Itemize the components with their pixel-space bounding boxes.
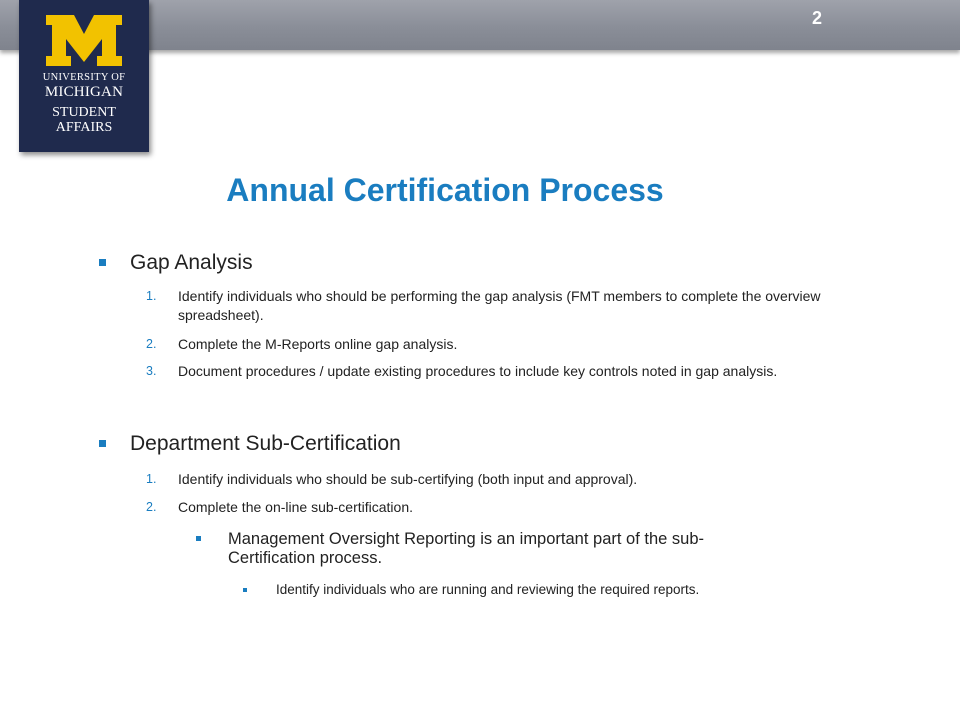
- section-bullet: [99, 259, 106, 266]
- university-logo: [19, 0, 149, 152]
- list-number: 1.: [146, 472, 157, 486]
- logo-line-university: UNIVERSITY OF: [42, 72, 126, 83]
- sub-sub-bullet-text: Identify individuals who are running and reviewing the required reports.: [276, 582, 700, 597]
- logo-line-affairs: AFFAIRS: [55, 120, 113, 135]
- list-number: 2.: [146, 337, 157, 351]
- logo-line-michigan: MICHIGAN: [44, 84, 124, 100]
- block-m-icon: [19, 0, 149, 72]
- logo-line-student: STUDENT: [52, 105, 116, 120]
- section-bullet: [99, 440, 106, 447]
- list-number: 3.: [146, 364, 157, 378]
- list-number: 1.: [146, 289, 157, 303]
- sub-bullet-text: Management Oversight Reporting is an important part of the sub-Certification process.: [228, 530, 704, 567]
- section-heading-gap-analysis: Gap Analysis: [130, 251, 253, 274]
- sub-sub-bullet: [243, 588, 247, 592]
- section-heading-department-sub-certification: Department Sub-Certification: [130, 432, 401, 455]
- page-number: 2: [811, 8, 822, 28]
- list-item: Complete the on-line sub-certification.: [178, 499, 414, 515]
- slide-title: Annual Certification Process: [226, 172, 664, 208]
- list-number: 2.: [146, 500, 157, 514]
- sub-bullet: [196, 536, 201, 541]
- list-item: Complete the M-Reports online gap analysis.: [178, 336, 458, 352]
- list-item: Identify individuals who should be performing the gap analysis (FMT members to complete the overview spreadsheet).: [178, 288, 821, 323]
- list-item: Identify individuals who should be sub-certifying (both input and approval).: [178, 471, 638, 487]
- list-item: Document procedures / update existing procedures to include key controls noted in gap analysis.: [178, 363, 778, 379]
